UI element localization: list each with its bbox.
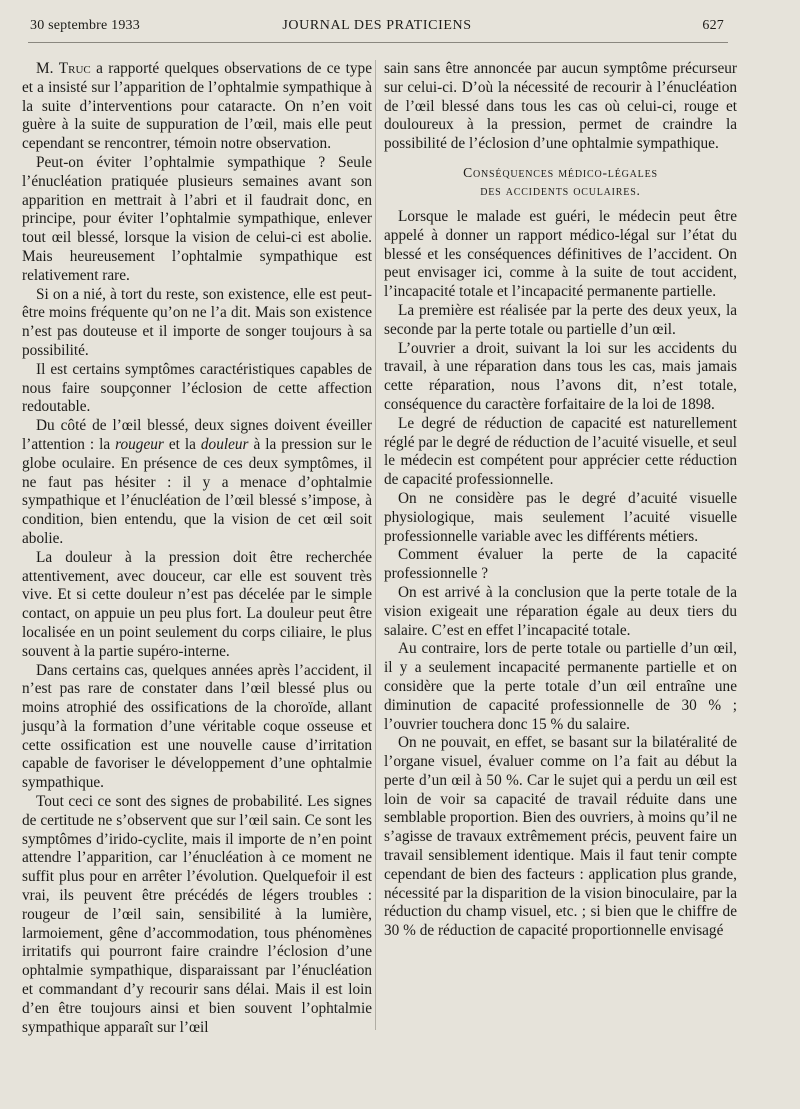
continuation-paragraph: sain sans être annoncée par aucun symptôme précurseur sur celui-ci. D’où la nécessité de recourir à l’énucléation de l’œil blessé dans tous les cas où celui-ci, rouge et douloureux à la pression, permet de craindre la possibilité de l’éclosion d’une ophtalmie sympathique. bbox=[384, 60, 737, 153]
term-rougeur: rougeur bbox=[115, 435, 164, 453]
paragraph-6: La douleur à la pression doit être recherchée attentivement, avec douceur, car elle est souvent très vive. Et si cette douleur n’est pas décelée par le simple contact, on appuie un peu plus fort. La douleur peut être localisée en un point seulement du corps ciliaire, le plus souvent à la partie supéro-interne. bbox=[22, 548, 372, 660]
paragraph-r9: On ne pouvait, en effet, se basant sur la bilatéralité de l’organe visuel, évaluer comme on l’a fait au début la perte d’un œil à 50 %. Car le sujet qui a perdu un œil est loin de voir sa capacité de travail réduite dans une semblable proportion. Bien des ouvriers, à moins qu’il ne s’agisse de travaux extrêmement précis, peuvent faire un travail sensiblement identique. Mais il faut tenir compte cependant de bien des facteurs : application plus grande, nécessité par la disparition de la vision binoculaire, par la réduction du champ visuel, etc. ; si bien que le chiffre de 30 % de réduction de capacité proportionnelle envisagé bbox=[384, 734, 737, 940]
journal-title: JOURNAL DES PRATICIENS bbox=[282, 18, 472, 33]
header-date: 30 septembre 1933 bbox=[30, 18, 140, 33]
left-column bbox=[22, 60, 372, 1037]
paragraph-5 bbox=[22, 417, 372, 549]
paragraph-8: Tout ceci ce sont des signes de probabilité. Les signes de certitude ne s’observent que sur l’œil sain. Ce sont les symptômes d’irido-cyclite, mais il importe de n’en point attendre l’apparition, car l’énucléation à ce moment ne suffit plus pour en arrêter l’évolution. Quelquefoir il est vrai, ils peuvent être précédés de légers troubles : rougeur de l’œil sain, sensibilité à la lumière, larmoiement, gêne d’accommodation, tous phénomènes irritatifs qui pourront faire craindre l’éclosion d’une ophtalmie sympathique, disparaissant par l’énucléation et commandant d’y recourir sans délai. Mais il est loin d’en être toujours ainsi et bien souvent l’ophtalmie sympathique apparaît sur l’œil bbox=[22, 793, 372, 1036]
term-douleur: douleur bbox=[200, 435, 249, 453]
paragraph-2: Peut-on éviter l’ophtalmie sympathique ? Seule l’énucléation pratiquée plusieurs semaines avant son apparition en mettrait à l’abri et il faudrait donc, en principe, pour éviter l’ophtalmie sympathique, enlever tout œil blessé, lorsque la vision de celui-ci est abolie. Mais heureusement l’ophtalmie sympathique est relativement rare. bbox=[22, 153, 372, 284]
paragraph-r1: Lorsque le malade est guéri, le médecin peut être appelé à donner un rapport médico-légal sur l’état du blessé et les conséquences définitives de l’accident. On peut envisager ici, comme à la suite de tout accident, l’incapacité totale et l’incapacité permanente partielle. bbox=[384, 207, 737, 301]
paragraph-5-text-c: à la pression sur le globe oculaire. En présence de ces deux symptômes, il ne faut pas hésiter : il y a menace d’ophtalmie sympathique et l’énucléation de l’œil blessé s’impose, à condition, bien entendu, que la vision de cet œil soit abolie. bbox=[22, 435, 372, 547]
section-heading-line-2: des accidents oculaires. bbox=[480, 182, 641, 198]
paragraph-5-text-b: et la bbox=[163, 435, 201, 453]
paragraph-3: Si on a nié, à tort du reste, son existence, elle est peut-être moins fréquente qu’on ne l’a dit. Mais son existence n’est pas douteuse et il importe de songer toujours à sa possibilité. bbox=[22, 285, 372, 359]
section-heading-line-1: Conséquences médico-légales bbox=[463, 164, 658, 180]
header-rule bbox=[28, 42, 728, 43]
paragraph-r8: Au contraire, lors de perte totale ou partielle d’un œil, il y a seulement incapacité permanente partielle et on considère que la perte totale d’un œil entraîne une diminution de capacité professionnelle de 30 % ; l’ouvrier touchera donc 15 % du salaire. bbox=[384, 640, 737, 733]
paragraph-4: Il est certains symptômes caractéristiques capables de nous faire soupçonner l’éclosion de cette affection redoutable. bbox=[22, 360, 372, 416]
column-divider bbox=[375, 60, 376, 1030]
paragraph-r2: La première est réalisée par la perte des deux yeux, la seconde par la perte totale ou partielle d’un œil. bbox=[384, 301, 737, 338]
right-column bbox=[384, 60, 737, 941]
paragraph-1-text: a rapporté quelques observations de ce type et a insisté sur l’apparition de l’ophtalmie sympathique à la suite d’interventions pour cataracte. On n’en voit guère à la suite de suppuration de l’œil, mais elle peut cependant se rencontrer, témoin notre observation. bbox=[22, 60, 372, 153]
paragraph-1 bbox=[22, 60, 372, 154]
paragraph-r4: Le degré de réduction de capacité est naturellement réglé par le degré de réduction de l’acuité visuelle, et seul le médecin est compétent pour apprécier cette réduction de capacité professionnelle. bbox=[384, 414, 737, 489]
author-name: Truc bbox=[58, 60, 91, 77]
page-number: 627 bbox=[702, 18, 724, 33]
paragraph-r7: On est arrivé à la conclusion que la perte totale de la vision exigeait une réparation égale au deux tiers du salaire. C’est en effet l’incapacité totale. bbox=[384, 583, 737, 639]
paragraph-7: Dans certains cas, quelques années après l’accident, il n’est pas rare de constater dans l’œil blessé plus ou moins atrophié des ossifications de la choroïde, allant jusqu’à la formation d’une véritable coque osseuse et cette ossification est une nouvelle cause d’irritation capable de favoriser le développement d’une ophtalmie sympathique. bbox=[22, 661, 372, 792]
honorific: M. bbox=[36, 60, 59, 77]
section-heading bbox=[384, 164, 737, 200]
paragraph-r5: On ne considère pas le degré d’acuité visuelle physiologique, mais seulement l’acuité visuelle professionnelle variable avec les différents métiers. bbox=[384, 489, 737, 545]
page-header bbox=[30, 18, 724, 40]
paragraph-5-text-a: Du côté de l’œil blessé, deux signes doivent éveiller l’attention : la bbox=[22, 417, 372, 453]
paragraph-r6: Comment évaluer la perte de la capacité professionnelle ? bbox=[384, 546, 737, 583]
paragraph-r3: L’ouvrier a droit, suivant la loi sur les accidents du travail, à une réparation dans tous les cas, mais jamais cette réparation, nous l’avons dit, n’est totale, conséquence du caractère forfaitaire de la loi de 1898. bbox=[384, 339, 737, 413]
